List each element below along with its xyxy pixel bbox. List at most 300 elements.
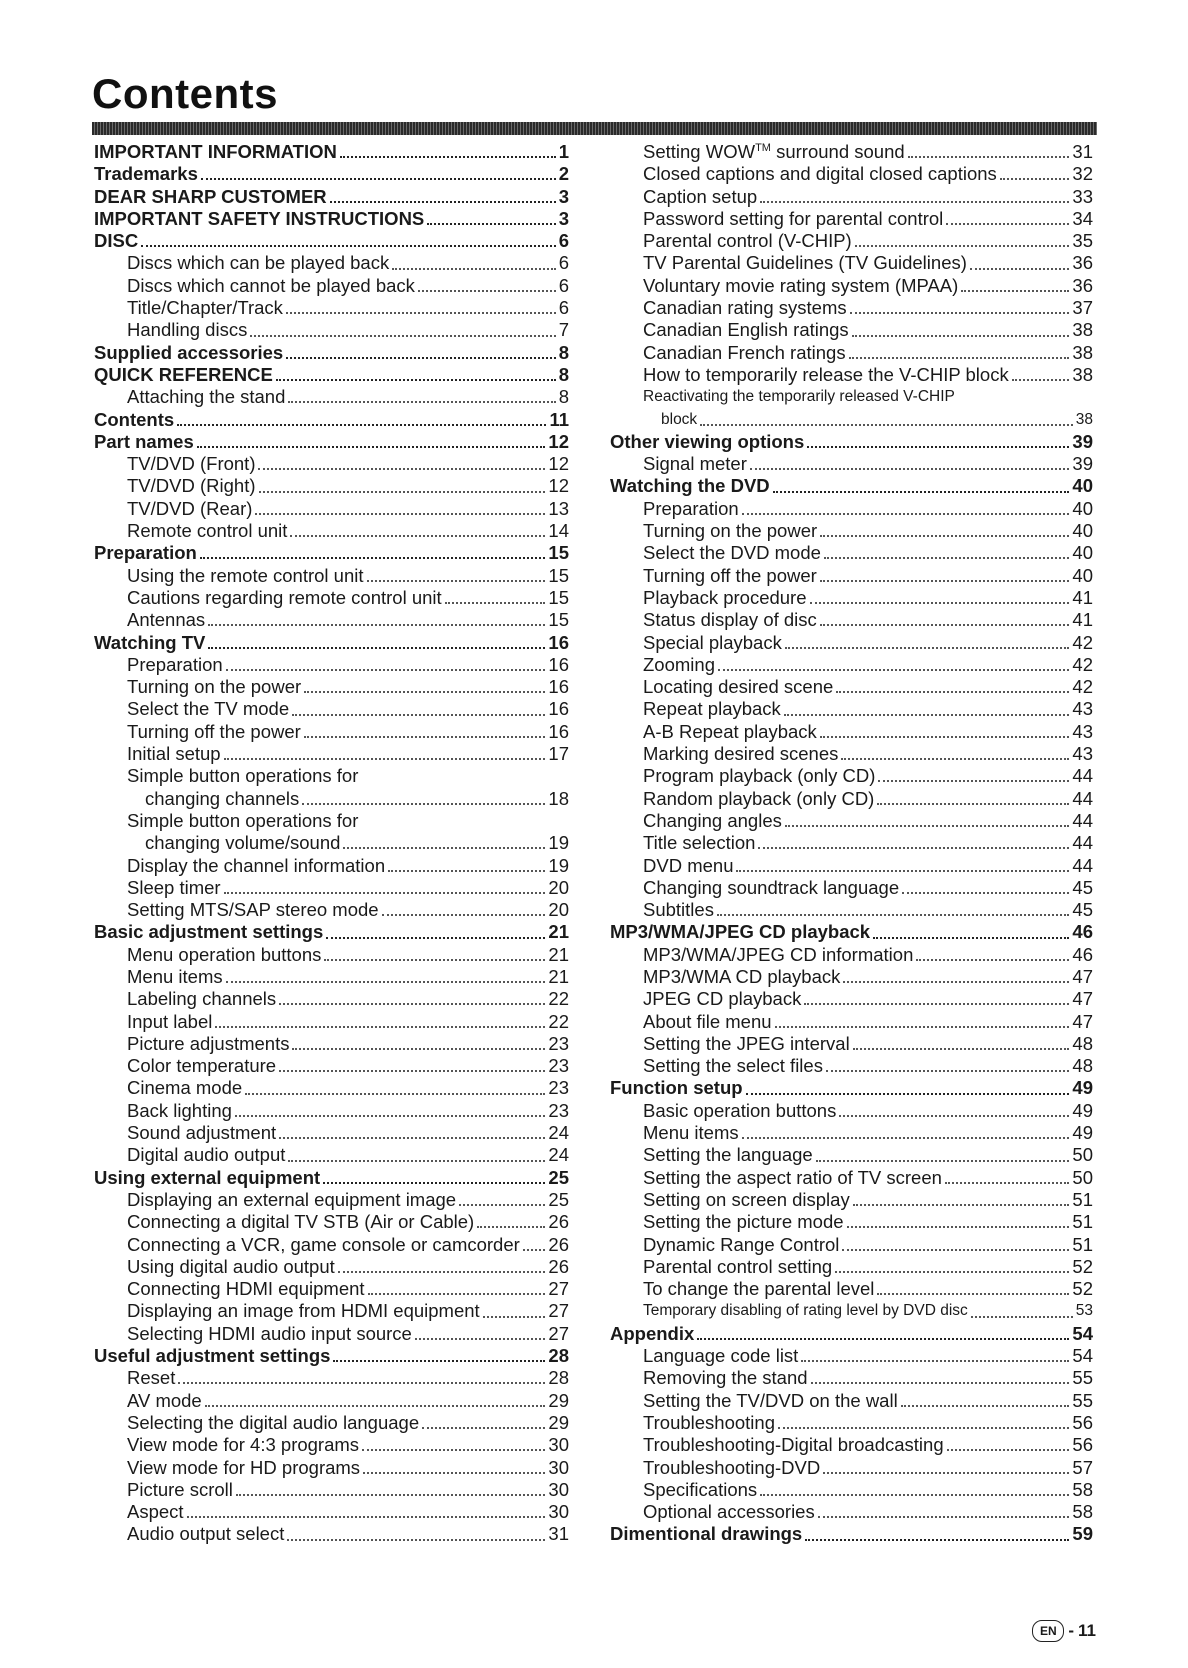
toc-entry[interactable] [94, 230, 569, 252]
toc-entry[interactable] [610, 1323, 1093, 1345]
toc-entry[interactable] [610, 1077, 1093, 1099]
toc-entry[interactable] [610, 1256, 1093, 1278]
toc-entry-label: Preparation [643, 497, 739, 519]
toc-entry-page: 30 [548, 1434, 569, 1456]
toc-leader-dots [853, 1204, 1070, 1206]
toc-leader-dots [343, 847, 545, 849]
toc-entry-page: 53 [1075, 1302, 1093, 1320]
toc-entry[interactable] [94, 1345, 569, 1367]
toc-entry-label: Simple button operations for [127, 809, 359, 831]
toc-entry-label: Setting MTS/SAP stereo mode [127, 899, 379, 921]
toc-entry[interactable] [94, 453, 569, 475]
toc-entry-label: Watching TV [94, 631, 206, 653]
toc-leader-dots [483, 1316, 546, 1318]
toc-entry[interactable] [94, 1501, 569, 1523]
toc-entry-page: 48 [1072, 1032, 1093, 1054]
toc-entry[interactable] [610, 319, 1093, 341]
toc-entry[interactable] [610, 654, 1093, 676]
toc-entry[interactable] [610, 1479, 1093, 1501]
toc-entry-label: Picture scroll [127, 1478, 233, 1500]
toc-entry-label: Changing soundtrack language [643, 876, 900, 898]
toc-entry-page: 11 [549, 408, 569, 430]
title-rule [92, 122, 1097, 135]
toc-entry-page: 41 [1072, 609, 1093, 631]
toc-entry[interactable] [94, 899, 569, 921]
toc-entry[interactable] [610, 1055, 1093, 1077]
toc-entry[interactable] [94, 520, 569, 542]
toc-leader-dots [916, 959, 1069, 961]
toc-entry-label: MP3/WMA/JPEG CD information [643, 943, 914, 965]
toc-leader-dots [801, 1360, 1069, 1362]
toc-entry-page: 47 [1072, 1010, 1093, 1032]
toc-entry[interactable] [610, 409, 1093, 431]
toc-leader-dots [746, 1093, 1070, 1095]
toc-entry[interactable] [94, 810, 569, 832]
toc-leader-dots [773, 491, 1070, 493]
toc-entry[interactable] [610, 230, 1093, 252]
toc-entry[interactable] [610, 1501, 1093, 1523]
toc-entry[interactable] [94, 163, 569, 185]
toc-left-column [94, 141, 569, 1546]
toc-entry-page: 43 [1072, 743, 1093, 765]
toc-entry[interactable] [610, 297, 1093, 319]
toc-entry-page: 48 [1072, 1055, 1093, 1077]
toc-entry-page: 21 [548, 943, 569, 965]
toc-entry-page: 23 [548, 1055, 569, 1077]
toc-entry-page: 6 [558, 252, 569, 274]
toc-entry-page: 13 [548, 497, 569, 519]
toc-leader-dots [250, 335, 555, 337]
toc-entry-label: Selecting the digital audio language [127, 1411, 420, 1433]
toc-entry-page: 16 [548, 631, 569, 653]
toc-entry[interactable] [94, 676, 569, 698]
toc-entry[interactable] [610, 1189, 1093, 1211]
toc-entry[interactable] [610, 252, 1093, 274]
toc-entry[interactable] [94, 141, 569, 163]
toc-entry[interactable] [610, 1523, 1093, 1545]
toc-entry-label: Random playback (only CD) [643, 787, 875, 809]
toc-entry-page: 19 [548, 854, 569, 876]
toc-entry[interactable] [94, 498, 569, 520]
toc-entry-page: 58 [1072, 1501, 1093, 1523]
toc-leader-dots [785, 825, 1070, 827]
toc-leader-dots [304, 691, 545, 693]
toc-entry-page: 26 [548, 1233, 569, 1255]
toc-entry-page: 16 [548, 653, 569, 675]
toc-entry[interactable] [610, 698, 1093, 720]
toc-entry[interactable] [610, 1300, 1093, 1322]
toc-entry-page: 1 [558, 141, 569, 162]
toc-entry-page: 49 [1072, 1099, 1093, 1121]
toc-entry[interactable] [94, 966, 569, 988]
toc-entry[interactable] [94, 832, 569, 854]
toc-entry[interactable] [94, 1011, 569, 1033]
toc-leader-dots [459, 1204, 545, 1206]
toc-entry-page: 14 [548, 520, 569, 542]
toc-entry[interactable] [94, 587, 569, 609]
toc-entry[interactable] [94, 1457, 569, 1479]
toc-entry[interactable] [94, 921, 569, 943]
toc-entry-page: 56 [1072, 1434, 1093, 1456]
toc-leader-dots [818, 1516, 1070, 1518]
toc-entry-label: Part names [94, 430, 194, 452]
toc-entry-label: Changing angles [643, 809, 782, 831]
toc-entry-page: 31 [548, 1523, 569, 1545]
toc-entry-label: Setting on screen display [643, 1188, 850, 1210]
toc-entry-page: 51 [1072, 1233, 1093, 1255]
toc-entry[interactable] [610, 788, 1093, 810]
toc-leader-dots [697, 1338, 1069, 1340]
toc-entry[interactable] [94, 944, 569, 966]
toc-leader-dots [877, 1293, 1069, 1295]
toc-entry-label: changing channels [145, 787, 300, 809]
toc-entry[interactable] [610, 1122, 1093, 1144]
toc-leader-dots [367, 580, 546, 582]
toc-entry[interactable] [94, 252, 569, 274]
toc-entry-page: 3 [558, 207, 569, 229]
toc-entry[interactable] [94, 721, 569, 743]
toc-entry-page: 58 [1072, 1478, 1093, 1500]
toc-entry-label: block [661, 410, 698, 428]
toc-entry-page: 40 [1072, 497, 1093, 519]
toc-entry[interactable] [94, 877, 569, 899]
toc-entry[interactable] [610, 1234, 1093, 1256]
toc-entry[interactable] [610, 899, 1093, 921]
toc-leader-dots [873, 937, 1069, 939]
toc-entry[interactable] [94, 1033, 569, 1055]
toc-entry-label: Repeat playback [643, 698, 781, 720]
toc-entry-page: 30 [548, 1501, 569, 1523]
toc-entry[interactable] [610, 587, 1093, 609]
toc-entry[interactable] [94, 609, 569, 631]
toc-leader-dots [742, 513, 1070, 515]
toc-leader-dots [820, 624, 1070, 626]
toc-entry-page: 3 [558, 185, 569, 207]
toc-entry-label: Discs which cannot be played back [127, 274, 415, 296]
toc-leader-dots [276, 379, 556, 381]
toc-entry-label: To change the parental level [643, 1278, 875, 1300]
toc-entry[interactable] [610, 141, 1093, 163]
toc-entry[interactable] [94, 1144, 569, 1166]
toc-entry[interactable] [610, 1167, 1093, 1189]
toc-entry-page: 28 [548, 1345, 569, 1367]
toc-entry[interactable] [610, 877, 1093, 899]
toc-entry[interactable] [610, 1033, 1093, 1055]
toc-entry[interactable] [610, 676, 1093, 698]
toc-entry-page: 29 [548, 1411, 569, 1433]
toc-entry-label: Antennas [127, 609, 206, 631]
toc-entry-page: 28 [548, 1367, 569, 1389]
toc-entry[interactable] [610, 944, 1093, 966]
toc-leader-dots [945, 1182, 1070, 1184]
toc-entry-label: Language code list [643, 1345, 799, 1367]
toc-entry[interactable] [94, 1390, 569, 1412]
toc-entry-label: changing volume/sound [145, 832, 341, 854]
toc-leader-dots [302, 803, 545, 805]
toc-entry[interactable] [610, 966, 1093, 988]
toc-entry[interactable] [610, 1011, 1093, 1033]
toc-entry[interactable] [610, 1412, 1093, 1434]
toc-entry[interactable] [94, 1412, 569, 1434]
toc-entry-page: 34 [1072, 207, 1093, 229]
toc-leader-dots [177, 424, 546, 426]
toc-entry-label: Watching the DVD [610, 475, 770, 497]
toc-leader-dots [201, 178, 556, 180]
toc-entry[interactable] [94, 208, 569, 230]
toc-entry[interactable] [610, 832, 1093, 854]
toc-entry[interactable] [610, 364, 1093, 386]
toc-entry[interactable] [610, 1100, 1093, 1122]
language-badge: EN [1032, 1620, 1064, 1642]
toc-entry-page: 47 [1072, 965, 1093, 987]
toc-leader-dots [839, 1115, 1069, 1117]
toc-entry-page: 18 [548, 787, 569, 809]
toc-leader-dots [392, 268, 555, 270]
toc-leader-dots [878, 780, 1069, 782]
toc-leader-dots [836, 691, 1069, 693]
toc-leader-dots [820, 580, 1070, 582]
toc-entry[interactable] [610, 275, 1093, 297]
toc-entry-page: 2 [558, 163, 569, 185]
toc-leader-dots [877, 803, 1069, 805]
toc-entry[interactable] [94, 632, 569, 654]
toc-entry-label: Setting WOW™ surround sound [643, 141, 905, 162]
toc-entry-label: Reset [127, 1367, 176, 1389]
toc-entry-label: Basic adjustment settings [94, 921, 324, 943]
toc-entry-page: 40 [1072, 475, 1093, 497]
toc-entry-page: 20 [548, 899, 569, 921]
toc-entry[interactable] [610, 1211, 1093, 1233]
toc-entry[interactable] [94, 1100, 569, 1122]
toc-entry[interactable] [94, 1479, 569, 1501]
toc-leader-dots [971, 1316, 1073, 1318]
toc-entry[interactable] [610, 810, 1093, 832]
toc-entry[interactable] [94, 788, 569, 810]
toc-entry-page: 24 [548, 1122, 569, 1144]
toc-entry-page: 54 [1072, 1345, 1093, 1367]
toc-leader-dots [187, 1516, 546, 1518]
toc-entry[interactable] [94, 1234, 569, 1256]
toc-leader-dots [292, 1048, 545, 1050]
toc-entry-label: Setting the aspect ratio of TV screen [643, 1166, 942, 1188]
toc-entry-label: DEAR SHARP CUSTOMER [94, 185, 327, 207]
toc-entry[interactable] [94, 743, 569, 765]
toc-leader-dots [758, 847, 1069, 849]
toc-entry[interactable] [610, 453, 1093, 475]
toc-leader-dots [750, 468, 1070, 470]
toc-entry-label: Marking desired scenes [643, 743, 839, 765]
toc-entry[interactable] [610, 520, 1093, 542]
toc-entry-page: 55 [1072, 1389, 1093, 1411]
toc-entry[interactable] [610, 186, 1093, 208]
toc-entry[interactable] [94, 319, 569, 341]
toc-entry[interactable] [610, 743, 1093, 765]
toc-entry-label: Displaying an external equipment image [127, 1188, 457, 1210]
toc-entry-page: 36 [1072, 274, 1093, 296]
toc-entry[interactable] [94, 654, 569, 676]
toc-entry-label: MP3/WMA/JPEG CD playback [610, 921, 871, 943]
footer-separator: - [1068, 1621, 1075, 1640]
toc-entry[interactable] [610, 1457, 1093, 1479]
toc-entry[interactable] [94, 386, 569, 408]
toc-leader-dots [826, 1070, 1069, 1072]
toc-entry-page: 51 [1072, 1188, 1093, 1210]
toc-entry-page: 42 [1072, 631, 1093, 653]
toc-entry[interactable] [94, 1122, 569, 1144]
toc-entry-page: 12 [548, 475, 569, 497]
toc-entry[interactable] [610, 498, 1093, 520]
toc-entry[interactable] [610, 1367, 1093, 1389]
toc-entry[interactable] [94, 698, 569, 720]
toc-entry[interactable] [94, 1077, 569, 1099]
toc-entry-label: Setting the TV/DVD on the wall [643, 1389, 898, 1411]
toc-entry[interactable] [94, 1367, 569, 1389]
toc-entry[interactable] [94, 297, 569, 319]
toc-entry[interactable] [94, 988, 569, 1010]
toc-entry-label: A-B Repeat playback [643, 720, 817, 742]
toc-entry-page: 45 [1072, 899, 1093, 921]
toc-leader-dots [418, 290, 556, 292]
toc-entry[interactable] [94, 342, 569, 364]
toc-entry[interactable] [94, 1300, 569, 1322]
toc-entry[interactable] [610, 765, 1093, 787]
toc-leader-dots [333, 1360, 545, 1362]
toc-entry[interactable] [610, 431, 1093, 453]
toc-entry[interactable] [94, 1256, 569, 1278]
toc-entry-label: Turning on the power [643, 520, 818, 542]
page-footer [1032, 1620, 1096, 1642]
toc-entry-label: Closed captions and digital closed captions [643, 163, 997, 185]
toc-entry[interactable] [610, 855, 1093, 877]
toc-leader-dots [850, 312, 1070, 314]
toc-leader-dots [523, 1249, 546, 1251]
toc-entry-label: Turning off the power [127, 720, 301, 742]
toc-entry-page: 38 [1072, 363, 1093, 385]
toc-entry[interactable] [610, 1434, 1093, 1456]
toc-entry-label: Digital audio output [127, 1144, 286, 1166]
toc-leader-dots [362, 1449, 545, 1451]
toc-leader-dots [323, 1182, 545, 1184]
toc-entry-page: 51 [1072, 1211, 1093, 1233]
toc-leader-dots [901, 1405, 1070, 1407]
toc-leader-dots [852, 335, 1070, 337]
toc-entry[interactable] [610, 721, 1093, 743]
toc-leader-dots [388, 870, 545, 872]
toc-entry[interactable] [94, 565, 569, 587]
toc-entry-page: 31 [1072, 141, 1093, 162]
toc-entry-page: 43 [1072, 698, 1093, 720]
toc-leader-dots [835, 1271, 1069, 1273]
trademark-sup: TM [755, 141, 771, 154]
toc-entry-page: 33 [1072, 185, 1093, 207]
toc-leader-dots [363, 1472, 545, 1474]
toc-leader-dots [330, 201, 556, 203]
toc-entry[interactable] [94, 431, 569, 453]
toc-entry[interactable] [94, 1189, 569, 1211]
toc-entry[interactable] [610, 542, 1093, 564]
toc-entry[interactable] [94, 409, 569, 431]
toc-leader-dots [717, 914, 1069, 916]
toc-entry[interactable] [94, 1055, 569, 1077]
toc-entry[interactable] [610, 342, 1093, 364]
toc-entry[interactable] [610, 475, 1093, 497]
toc-entry[interactable] [94, 1323, 569, 1345]
toc-entry-label: Parental control setting [643, 1255, 833, 1277]
toc-entry-label: Signal meter [643, 453, 747, 475]
toc-leader-dots [427, 223, 555, 225]
toc-entry-page: 23 [548, 1099, 569, 1121]
toc-leader-dots [946, 223, 1069, 225]
toc-entry[interactable] [610, 1144, 1093, 1166]
toc-entry[interactable] [94, 542, 569, 564]
toc-leader-dots [326, 937, 545, 939]
toc-leader-dots [820, 736, 1070, 738]
toc-entry[interactable] [94, 1523, 569, 1545]
toc-entry[interactable] [610, 1345, 1093, 1367]
toc-entry-page: 59 [1072, 1523, 1093, 1545]
toc-entry-label: Menu items [127, 965, 223, 987]
toc-entry-label: Menu operation buttons [127, 943, 322, 965]
toc-entry[interactable] [94, 186, 569, 208]
toc-entry[interactable] [610, 565, 1093, 587]
toc-entry-page: 50 [1072, 1144, 1093, 1166]
toc-entry-label: Connecting a VCR, game console or camcorder [127, 1233, 520, 1255]
toc-entry[interactable] [94, 475, 569, 497]
toc-leader-dots [778, 1427, 1069, 1429]
toc-entry-page: 50 [1072, 1166, 1093, 1188]
toc-entry[interactable] [610, 163, 1093, 185]
toc-entry[interactable] [610, 988, 1093, 1010]
toc-leader-dots [824, 557, 1070, 559]
toc-entry[interactable] [610, 921, 1093, 943]
toc-entry[interactable] [94, 1167, 569, 1189]
toc-entry[interactable] [610, 632, 1093, 654]
toc-leader-dots [477, 1226, 545, 1228]
toc-right-column [610, 141, 1093, 1546]
toc-entry[interactable] [94, 765, 569, 787]
toc-leader-dots [1000, 178, 1070, 180]
toc-entry[interactable] [94, 1211, 569, 1233]
toc-leader-dots [908, 156, 1070, 158]
toc-entry-label: Using the remote control unit [127, 564, 364, 586]
toc-leader-dots [736, 870, 1069, 872]
toc-entry[interactable] [610, 208, 1093, 230]
toc-entry[interactable] [610, 609, 1093, 631]
toc-entry-page: 30 [548, 1456, 569, 1478]
toc-entry-page: 49 [1072, 1122, 1093, 1144]
toc-entry[interactable] [94, 1278, 569, 1300]
toc-entry-label: Subtitles [643, 899, 714, 921]
toc-entry[interactable] [610, 1278, 1093, 1300]
toc-entry-page: 40 [1072, 520, 1093, 542]
toc-entry-label: Picture adjustments [127, 1032, 290, 1054]
toc-leader-dots [947, 1449, 1070, 1451]
toc-entry[interactable] [94, 275, 569, 297]
toc-entry[interactable] [610, 1390, 1093, 1412]
toc-entry[interactable] [94, 1434, 569, 1456]
toc-entry[interactable] [94, 364, 569, 386]
toc-entry-page: 20 [548, 876, 569, 898]
toc-entry-page: 19 [548, 832, 569, 854]
toc-entry-label: Parental control (V-CHIP) [643, 230, 852, 252]
toc-entry[interactable] [94, 855, 569, 877]
toc-entry-page: 12 [548, 430, 569, 452]
toc-entry-label: About file menu [643, 1010, 772, 1032]
toc-entry-label: Setting the picture mode [643, 1211, 844, 1233]
toc-entry[interactable] [610, 386, 1093, 408]
toc-leader-dots [279, 1137, 545, 1139]
toc-entry-label: Discs which can be played back [127, 252, 390, 274]
